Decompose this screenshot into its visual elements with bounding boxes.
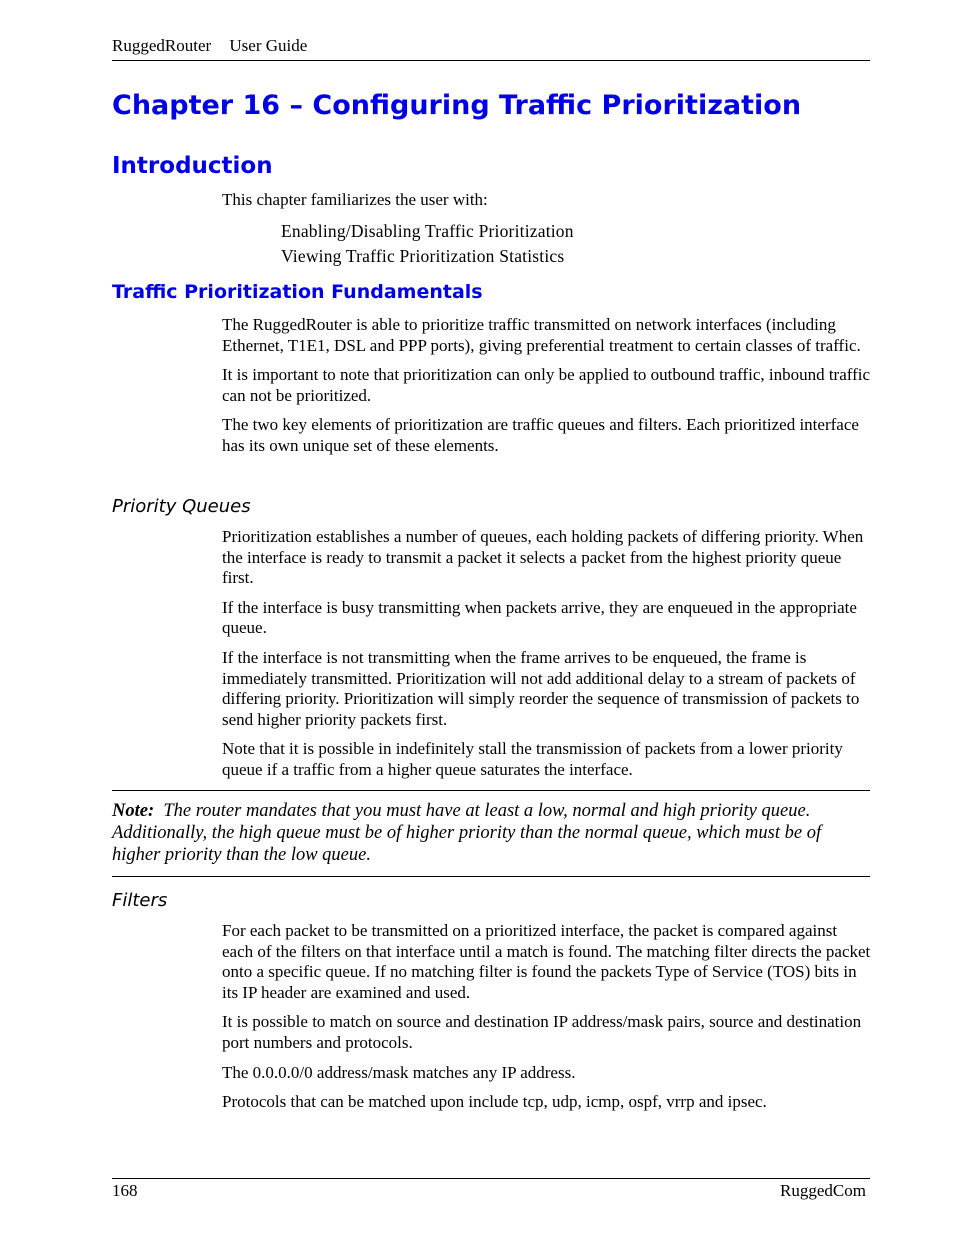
paragraph: Protocols that can be matched upon include tcp, udp, icmp, ospf, vrrp and ipsec. [222,1092,767,1112]
intro-list [281,219,574,269]
paragraph: It is possible to match on source and destination IP address/mask pairs, source and destination port numbers and protocols. [222,1012,862,1052]
intro-lead: This chapter familiarizes the user with: [222,190,488,209]
header-doc-title: User Guide [229,36,308,55]
note-callout [112,800,872,866]
note-text: The router mandates that you must have at least a low, normal and high priority queue. Additionally, the high queue must be of higher priority than the normal queue, which must be of higher priority than the low queue. [112,801,822,865]
paragraph: For each packet to be transmitted on a prioritized interface, the packet is compared against each of the filters on that interface until a match is found. The matching filter directs the packet onto a specific queue. If no matching filter is found the packets Type of Service (TOS) bits in its IP header are examined and used. [222,921,871,1002]
note-bottom-rule [112,876,870,877]
section-heading-filters: Filters [112,890,168,911]
paragraph: If the interface is busy transmitting when packets arrive, they are enqueued in the appropriate queue. [222,597,857,638]
fundamentals-body [222,315,872,466]
filters-body [222,921,872,1122]
paragraph: The 0.0.0.0/0 address/mask matches any IP address. [222,1062,576,1082]
list-item: Viewing Traffic Prioritization Statistics [281,246,565,266]
paragraph: It is important to note that prioritization can only be applied to outbound traffic, inbound traffic can not be prioritized. [222,365,871,405]
list-item: Enabling/Disabling Traffic Prioritization [281,221,574,241]
paragraph: Note that it is possible in indefinitely stall the transmission of packets from a lower priority queue if a traffic from a higher queue saturates the interface. [222,739,843,779]
footer-rule [112,1178,870,1179]
running-header [112,36,321,56]
paragraph: Prioritization establishes a number of queues, each holding packets of differing priority. When the interface is ready to transmit a packet it selects a packet from the highest priority queue first. [222,527,864,588]
chapter-title: Chapter 16 – Configuring Traffic Prioritization [112,90,802,121]
section-heading-priority-queues: Priority Queues [112,496,251,517]
footer-company: RuggedCom [780,1181,866,1200]
header-rule [112,60,870,61]
paragraph: The two key elements of prioritization are traffic queues and filters. Each prioritized interface has its own unique set of these elements. [222,415,859,455]
page-number: 168 [112,1181,138,1200]
note-top-rule [112,790,870,791]
paragraph: The RuggedRouter is able to prioritize traffic transmitted on network interfaces (including Ethernet, T1E1, DSL and PPP ports), giving preferential treatment to certain classes of traffic. [222,315,861,355]
section-heading-fundamentals: Traffic Prioritization Fundamentals [112,281,483,303]
note-label: Note: [112,801,155,821]
priority-queues-body [222,527,872,790]
paragraph: If the interface is not transmitting when the frame arrives to be enqueued, the frame is immediately transmitted. Prioritization will not add additional delay to a stream of packets of differing priority. Prioritization will simply reorder the sequence of transmission of packets to send higher priority packets first. [222,647,860,729]
header-product: RuggedRouter [112,36,212,55]
section-heading-introduction: Introduction [112,153,273,179]
